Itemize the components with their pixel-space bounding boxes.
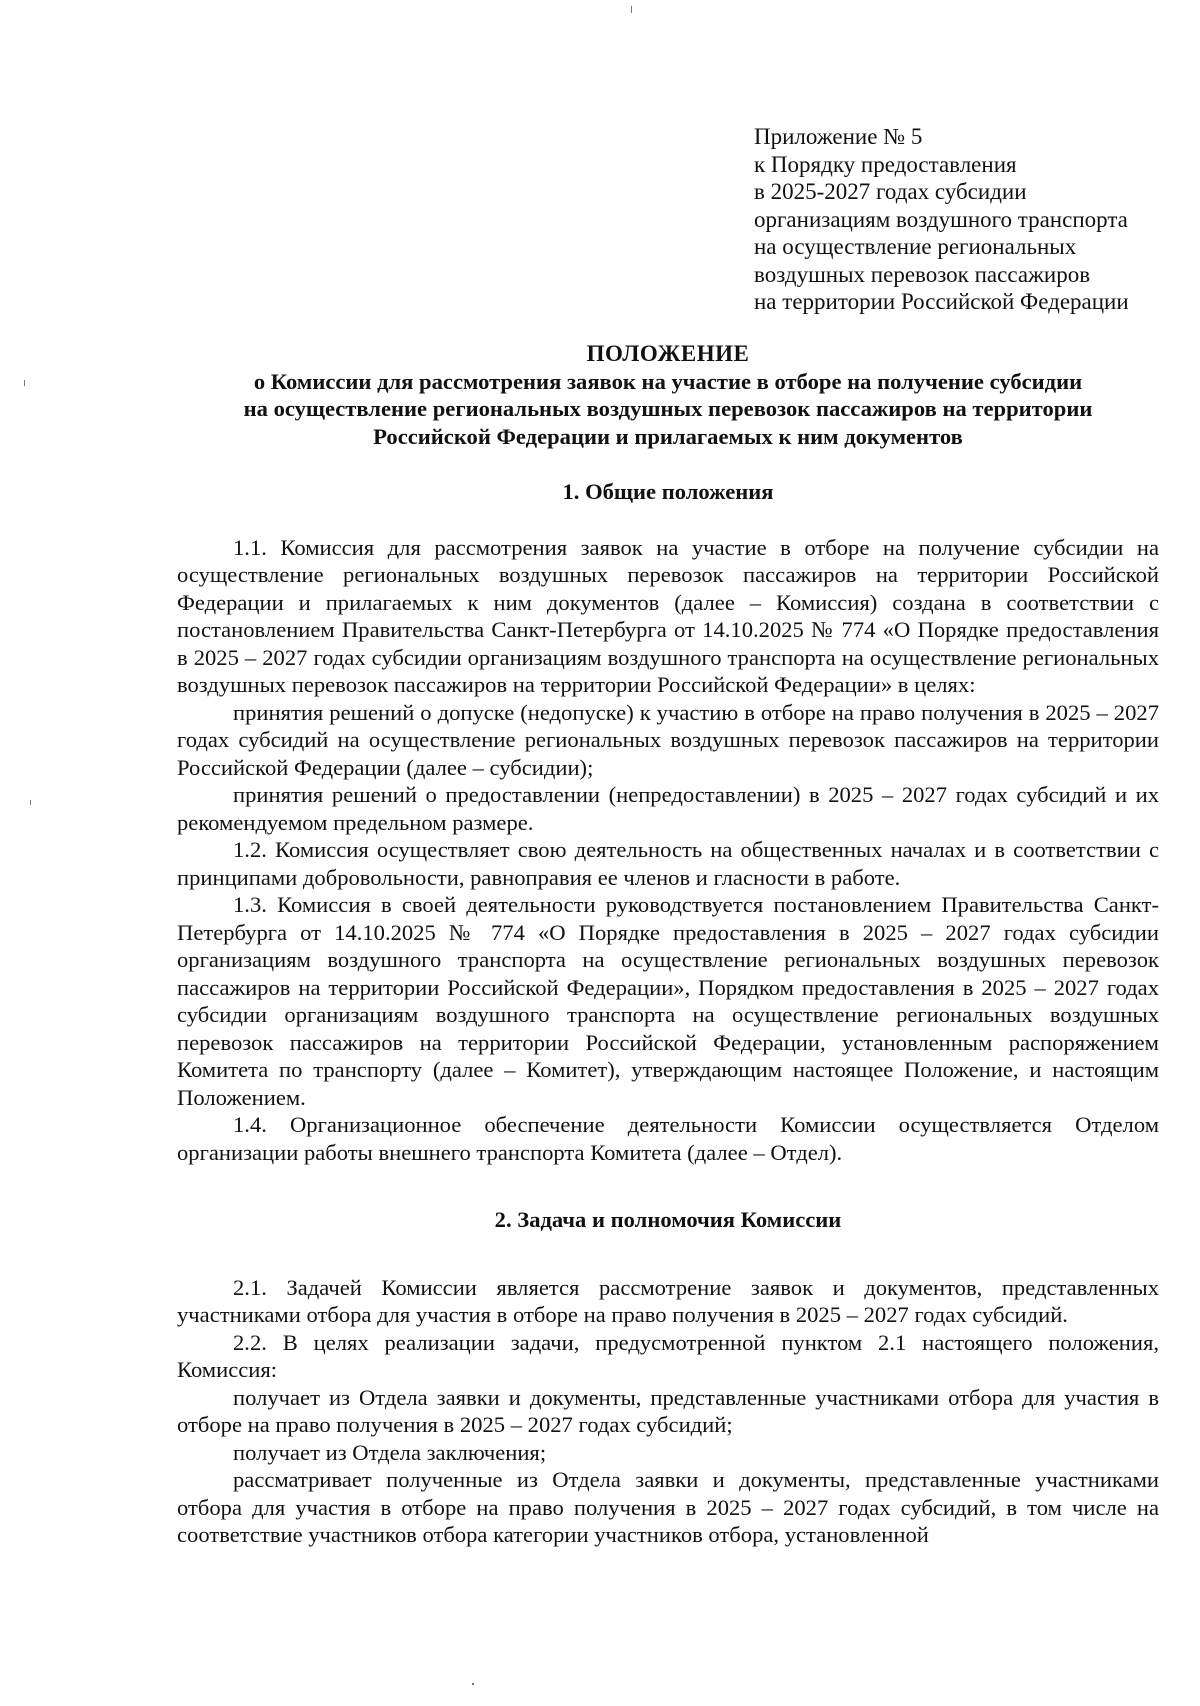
paragraph-1-2: 1.2. Комиссия осуществляет свою деятельность на общественных началах и в соответствии с принципами добровольности, равноправия ее членов и гласности в работе. — [177, 837, 1159, 890]
document-subtitle — [177, 368, 1159, 451]
appendix-line: Приложение № 5 — [754, 124, 923, 149]
subtitle-line: Российской Федерации и прилагаемых к ним документов — [373, 423, 963, 449]
paragraph-1-3: 1.3. Комиссия в своей деятельности руководствуется постановлением Правительства Санкт-Петербурга от 14.10.2025 № 774 «О Порядке предоставления в 2025 – 2027 годах субсидии организациям воздушного транспорта на осуществление региональных воздушных перевозок пассажиров на территории Российской Федерации», Порядком предоставления в 2025 – 2027 годах субсидии организациям воздушного транспорта на осуществление региональных воздушных перевозок пассажиров на территории Российской Федерации, установленным распоряжением Комитета по транспорту (далее – Комитет), утверждающим настоящее Положение, и настоящим Положением. — [177, 892, 1159, 1110]
document-title: ПОЛОЖЕНИЕ — [586, 341, 750, 366]
appendix-line: воздушных перевозок пассажиров — [754, 261, 1091, 287]
paragraph-1-1-goal-provision: принятия решений о предоставлении (непредоставлении) в 2025 – 2027 годах субсидий и их рекомендуемом предельном размере. — [177, 782, 1159, 835]
subtitle-line: на осуществление региональных воздушных перевозок пассажиров на территории — [243, 396, 1093, 421]
scan-mark — [472, 1683, 474, 1685]
subtitle-line: о Комиссии для рассмотрения заявок на участие в отборе на получение субсидии — [253, 368, 1083, 394]
paragraph-2-2-receive-conclusions: получает из Отдела заключения; — [233, 1439, 547, 1465]
paragraph-2-2-review-applications: рассматривает полученные из Отдела заявки и документы, представленные участниками отбора для участия в отборе на право получения в 2025 – 2027 годах субсидий, в том числе на соответствие участников отбора категории участников отбора, установленной — [177, 1467, 1159, 1547]
appendix-line: организациям воздушного транспорта — [754, 206, 1128, 232]
appendix-note — [754, 123, 1174, 316]
appendix-line: на территории Российской Федерации — [754, 289, 1129, 314]
document-body — [177, 340, 1159, 1549]
paragraph-2-2: 2.2. В целях реализации задачи, предусмотренной пунктом 2.1 настоящего положения, Комиссия: — [177, 1329, 1159, 1382]
scan-mark — [631, 6, 632, 13]
scan-mark — [30, 800, 31, 805]
section-heading-general: 1. Общие положения — [562, 479, 774, 504]
appendix-line: к Порядку предоставления — [754, 151, 1017, 177]
paragraph-2-1: 2.1. Задачей Комиссии является рассмотрение заявок и документов, представленных участниками отбора для участия в отборе на право получения в 2025 – 2027 годах субсидий. — [177, 1274, 1159, 1327]
section-heading-tasks: 2. Задача и полномочия Комиссии — [494, 1207, 842, 1232]
scan-mark — [24, 380, 25, 386]
paragraph-1-1: 1.1. Комиссия для рассмотрения заявок на участие в отборе на получение субсидии на осуществление региональных воздушных перевозок пассажиров на территории Российской Федерации и прилагаемых к ним документов (далее – Комиссия) создана в соответствии с постановлением Правительства Санкт-Петербурга от 14.10.2025 № 774 «О Порядке предоставления в 2025 – 2027 годах субсидии организациям воздушного транспорта на осуществление региональных воздушных перевозок пассажиров на территории Российской Федерации» в целях: — [177, 534, 1159, 697]
paragraph-2-2-receive-applications: получает из Отдела заявки и документы, представленные участниками отбора для участия в отборе на право получения в 2025 – 2027 годах субсидий; — [177, 1384, 1159, 1437]
appendix-line: на осуществление региональных — [754, 234, 1077, 259]
appendix-line: в 2025-2027 годах субсидии — [754, 179, 1027, 204]
paragraph-1-4: 1.4. Организационное обеспечение деятельности Комиссии осуществляется Отделом организации работы внешнего транспорта Комитета (далее – Отдел). — [177, 1112, 1159, 1165]
paragraph-1-1-goal-admission: принятия решений о допуске (недопуске) к участию в отборе на право получения в 2025 – 2027 годах субсидий на осуществление региональных воздушных перевозок пассажиров на территории Российской Федерации (далее – субсидии); — [177, 699, 1159, 780]
